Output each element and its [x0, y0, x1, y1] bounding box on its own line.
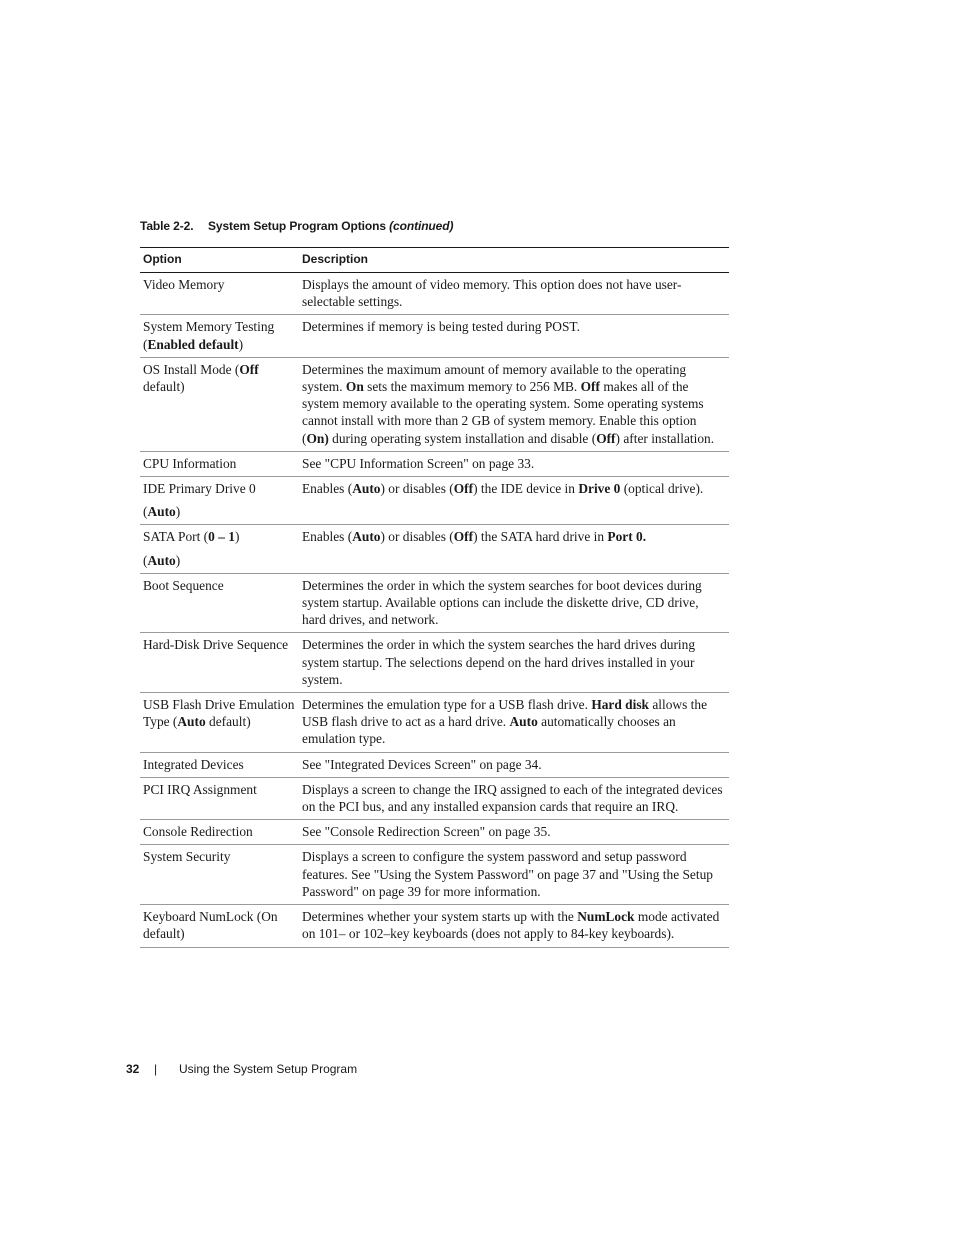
text-run: ) or disables (	[380, 529, 454, 545]
table-number: Table 2-2.	[140, 219, 194, 233]
text-run: Displays a screen to configure the system password and setup password features. See "Using the System Password" on page 37 and "Using the Setup Password" on page 39 for more information.	[302, 849, 713, 899]
bold-text-run: Enabled default	[147, 336, 239, 352]
footer-separator: |	[154, 1062, 158, 1076]
bold-text-run: Auto	[352, 481, 381, 497]
text-run: mode activated on 101– or 102–key keyboards (does not apply to 84-key keyboards).	[302, 909, 720, 942]
bold-text-run: Off	[239, 361, 259, 377]
description-cell	[299, 357, 729, 451]
text-run: makes all of the system memory available to the operating system. Some operating systems cannot install with more than 2 GB of system memory. Enable this option (	[302, 379, 704, 446]
bold-text-run: Hard disk	[591, 697, 649, 713]
text-run: ) the SATA hard drive in	[473, 529, 608, 545]
text-run: ) the IDE device in	[473, 481, 579, 497]
description-cell	[299, 752, 729, 777]
text-run: default)	[143, 379, 185, 395]
text-run: Displays a screen to change the IRQ assigned to each of the integrated devices on the PCI bus, and any installed expansion cards that require an IRQ.	[302, 781, 723, 815]
table-continued-label: (continued)	[389, 219, 454, 233]
option-cell	[140, 315, 299, 357]
table-row	[140, 820, 729, 845]
table-row	[140, 693, 729, 753]
text-run: Hard-Disk Drive Sequence	[143, 637, 289, 653]
option-default	[143, 503, 295, 520]
description-cell	[299, 693, 729, 753]
table-row	[140, 777, 729, 819]
option-name	[143, 481, 256, 496]
option-name	[143, 824, 253, 839]
description-cell	[299, 905, 729, 947]
footer-section-title: Using the System Setup Program	[179, 1062, 358, 1076]
bold-text-run: Auto	[147, 504, 176, 520]
option-cell	[140, 752, 299, 777]
option-name	[143, 456, 236, 471]
bold-text-run: Drive 0	[578, 481, 621, 497]
table-header-row	[140, 248, 729, 273]
table-row	[140, 752, 729, 777]
bold-text-run: Auto	[147, 552, 176, 568]
table-row	[140, 905, 729, 947]
option-cell	[140, 451, 299, 476]
table-row	[140, 525, 729, 573]
options-table	[140, 247, 729, 948]
bold-text-run: On)	[306, 430, 329, 446]
text-run: Enables (	[302, 529, 353, 545]
bold-text-run: 0 – 1	[208, 529, 235, 545]
text-run: )	[238, 336, 244, 352]
text-run: Determines whether your system starts up with the	[302, 909, 578, 925]
description-cell	[299, 525, 729, 573]
text-run: See "Integrated Devices Screen" on page 34.	[302, 756, 542, 772]
text-run: )	[175, 504, 181, 520]
bold-text-run: Off	[596, 430, 616, 446]
option-name	[143, 529, 239, 544]
table-caption	[140, 219, 453, 233]
text-run: Determines the order in which the system searches the hard drives during system startup. The selections depend on the hard drives installed in your system.	[302, 637, 696, 687]
text-run: allows the USB flash drive to act as a hard drive.	[302, 697, 708, 730]
text-run: (	[143, 552, 148, 568]
text-run: IDE Primary Drive 0	[143, 481, 256, 497]
description-cell	[299, 451, 729, 476]
option-name	[143, 849, 230, 864]
text-run: default)	[205, 714, 251, 730]
text-run: CPU Information	[143, 455, 237, 471]
bold-text-run: On	[345, 379, 364, 395]
table-row	[140, 315, 729, 357]
text-run: Keyboard NumLock (On default)	[143, 909, 278, 942]
option-name	[143, 909, 278, 941]
text-run: sets the maximum memory to 256 MB.	[363, 379, 581, 395]
option-name	[143, 637, 288, 652]
text-run: Displays the amount of video memory. This option does not have user-selectable settings.	[302, 277, 682, 310]
text-run: (	[143, 504, 148, 520]
table-row	[140, 357, 729, 451]
text-run: USB Flash Drive Emulation Type (	[143, 697, 295, 730]
table-row	[140, 573, 729, 633]
option-cell	[140, 573, 299, 633]
text-run: automatically chooses an emulation type.	[302, 714, 676, 747]
option-name	[143, 697, 294, 729]
table-row	[140, 273, 729, 315]
table-row	[140, 451, 729, 476]
option-name	[143, 319, 274, 351]
description-cell	[299, 315, 729, 357]
bold-text-run: Off	[580, 379, 600, 395]
text-run: PCI IRQ Assignment	[143, 781, 257, 797]
text-run: Video Memory	[143, 277, 225, 292]
text-run: ) or disables (	[380, 481, 454, 497]
description-cell	[299, 633, 729, 693]
table-row	[140, 845, 729, 905]
option-cell	[140, 777, 299, 819]
option-name	[143, 277, 224, 292]
text-run: Determines the order in which the system searches for boot devices during system startup. Available options can include the diskette drive, CD drive, hard drives, and network.	[302, 577, 702, 628]
option-cell	[140, 820, 299, 845]
option-name	[143, 757, 244, 772]
bold-text-run: Off	[453, 481, 474, 497]
option-cell	[140, 273, 299, 315]
description-cell	[299, 777, 729, 819]
text-run: during operating system installation and disable (	[328, 430, 597, 446]
text-run: Enables (	[302, 481, 353, 497]
text-run: System Memory Testing (	[143, 319, 275, 352]
bold-text-run: Port 0.	[607, 529, 647, 545]
text-run: See "CPU Information Screen" on page 33.	[302, 455, 535, 471]
option-cell	[140, 477, 299, 525]
column-header-description: Description	[299, 248, 729, 273]
column-header-option: Option	[140, 248, 299, 273]
page-footer	[126, 1062, 357, 1076]
option-cell	[140, 357, 299, 451]
option-name	[143, 362, 259, 394]
page-number: 32	[126, 1062, 140, 1076]
description-cell	[299, 273, 729, 315]
bold-text-run: Auto	[177, 714, 206, 730]
option-cell	[140, 633, 299, 693]
text-run: ) after installation.	[615, 430, 715, 446]
text-run: Determines if memory is being tested during POST.	[302, 319, 580, 335]
text-run: System Security	[143, 849, 231, 865]
table-body	[140, 273, 729, 948]
description-cell	[299, 477, 729, 525]
option-cell	[140, 845, 299, 905]
text-run: Boot Sequence	[143, 577, 224, 593]
table-title: System Setup Program Options	[208, 219, 386, 233]
table-row	[140, 477, 729, 525]
option-name	[143, 578, 224, 593]
text-run: Determines the emulation type for a USB flash drive.	[302, 697, 592, 713]
description-cell	[299, 573, 729, 633]
text-run: (optical drive).	[620, 481, 704, 497]
bold-text-run: Off	[453, 529, 474, 545]
text-run: Determines the maximum amount of memory available to the operating system.	[302, 361, 687, 395]
description-cell	[299, 820, 729, 845]
option-cell	[140, 693, 299, 753]
option-default	[143, 552, 295, 569]
option-cell	[140, 525, 299, 573]
text-run: Integrated Devices	[143, 756, 244, 772]
description-cell	[299, 845, 729, 905]
text-run: )	[175, 552, 181, 568]
bold-text-run: NumLock	[577, 909, 635, 925]
text-run: Console Redirection	[143, 824, 253, 840]
bold-text-run: Auto	[509, 714, 538, 730]
bold-text-run: Auto	[352, 529, 381, 545]
table-row	[140, 633, 729, 693]
option-cell	[140, 905, 299, 947]
text-run: SATA Port (	[143, 529, 209, 545]
text-run: OS Install Mode (	[143, 361, 240, 377]
text-run: See "Console Redirection Screen" on page 35.	[302, 824, 551, 840]
text-run: )	[234, 529, 240, 545]
option-name	[143, 782, 257, 797]
